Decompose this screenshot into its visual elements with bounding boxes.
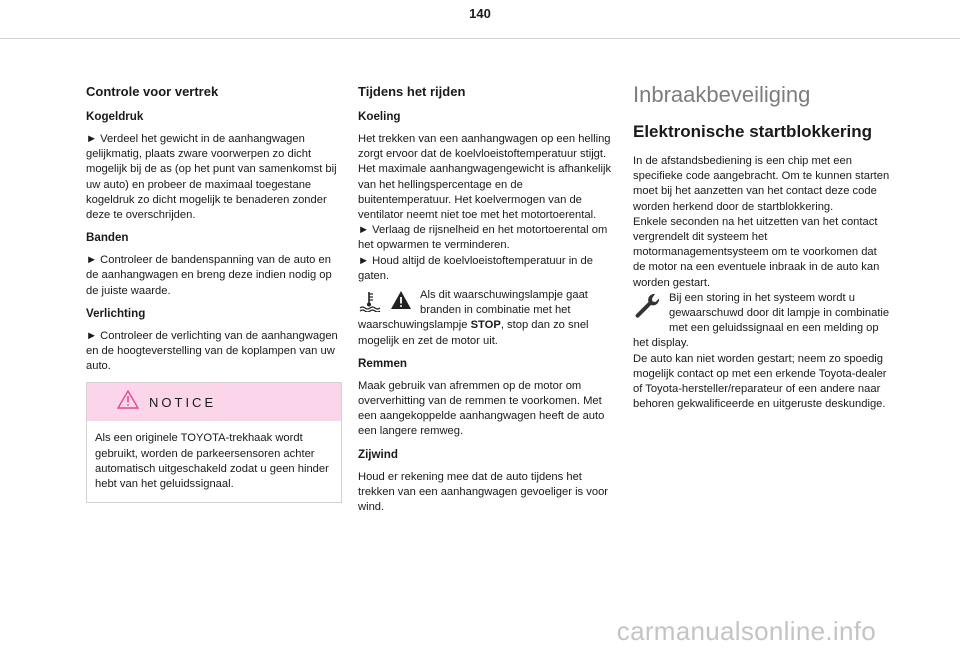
watermark: carmanualsonline.info — [616, 616, 876, 646]
chapter-title: Inbraakbeveiliging — [633, 82, 811, 107]
column-while-driving — [358, 84, 614, 523]
subheading-koeling: Koeling — [358, 110, 401, 123]
warning-triangle-icon — [390, 290, 412, 317]
warning-icons — [358, 290, 412, 317]
page-number: 140 — [469, 6, 491, 21]
column-anti-theft — [633, 82, 891, 420]
section-title: Elektronische startblokkering — [633, 122, 873, 141]
warning-text-b: , stop dan zo snel mogelijk en zet de motor uit. — [358, 319, 589, 347]
bullet-watch-coolant: ► Houd altijd de koelvloeistoftemperatuur in de gaten. — [358, 254, 593, 282]
coolant-temperature-icon — [358, 290, 384, 317]
notice-header — [87, 383, 341, 421]
notice-triangle-icon — [117, 390, 139, 414]
subheading-verlichting: Verlichting — [86, 306, 146, 320]
paragraph-koeling: Het trekken van een aanhangwagen op een helling zorgt ervoor dat de koelvloeistoftemperatuur stijgt. Het maximale aanhangwagengewicht is afhankelijk van het hellingspercentage en de buitentemperatuur. Het koelvermogen van de ventilator neemt niet toe met het motortoerental. — [358, 133, 612, 222]
column-pre-departure — [86, 84, 342, 503]
paragraph-contact-dealer: De auto kan niet worden gestart; neem zo spoedig mogelijk contact op met een erkende Toyota-dealer of Toyota-hersteller/reparateur of een andere naar behoren gekwalificeerde en uitgeruste deskundige. — [633, 352, 887, 411]
subheading-kogeldruk: Kogeldruk — [86, 110, 144, 123]
paragraph-zijwind: Houd er rekening mee dat de auto tijdens het trekken van een aanhangwagen gevoeliger is voor wind. — [358, 470, 609, 514]
paragraph-kogeldruk: ► Verdeel het gewicht in de aanhangwagen gelijkmatig, plaats zware voorwerpen zo dicht mogelijk bij de as (op het punt van samenkomst bij uw auto) en probeer de maximaal toegestane kogeldruk zo dicht mogelijk te benaderen zonder deze te overschrijden. — [86, 133, 337, 222]
fault-text: Bij een storing in het systeem wordt u gewaarschuwd door dit lampje in combinatie met een geluidssignaal en een melding op het display. — [633, 291, 890, 350]
paragraph-chip: In de afstandsbediening is een chip met een specifieke code aangebracht. Om te kunnen starten moet bij het aanzetten van het contact deze code worden herkend door de startblokkering. — [633, 155, 890, 213]
fault-paragraph — [633, 291, 891, 352]
notice-box — [86, 382, 342, 503]
bullet-reduce-speed: ► Verlaag de rijsnelheid en het motortoerental om het opwarmen te verminderen. — [358, 224, 608, 252]
warning-stop-label: STOP — [470, 319, 501, 332]
paragraph-banden: ► Controleer de bandenspanning van de auto en de aanhangwagen en breng deze indien nodig op de juiste waarde. — [86, 254, 332, 297]
notice-title: NOTICE — [149, 394, 217, 410]
notice-text: Als een originele TOYOTA-trekhaak wordt gebruikt, worden de parkeersensoren achter automatisch uitgeschakeld zodat u geen hinder hebt van het geluidssignaal. — [95, 432, 329, 491]
subheading-remmen: Remmen — [358, 356, 407, 370]
paragraph-lockout: Enkele seconden na het uitzetten van het contact vergrendelt dit systeem het motormanagementsysteem om te voorkomen dat de motor na een eventuele inbraak in de auto kan worden gestart. — [633, 215, 880, 289]
paragraph-verlichting: ► Controleer de verlichting van de aanhangwagen en de hoogteverstelling van de koplampen van uw auto. — [86, 329, 338, 373]
subheading-zijwind: Zijwind — [358, 447, 398, 461]
section-title: Tijdens het rijden — [358, 84, 466, 99]
warning-paragraph — [358, 288, 614, 349]
wrench-icon — [633, 292, 661, 323]
warning-text-a: Als dit waarschuwingslampje gaat branden in combinatie met het waarschuwingslampje — [358, 289, 588, 332]
paragraph-remmen: Maak gebruik van afremmen op de motor om oververhitting van de remmen te voorkomen. Met een aangekoppelde aanhangwagen heeft de auto een langere remweg. — [358, 379, 605, 438]
subheading-banden: Banden — [86, 231, 129, 245]
header-rule — [0, 38, 960, 39]
section-title: Controle voor vertrek — [86, 84, 219, 99]
